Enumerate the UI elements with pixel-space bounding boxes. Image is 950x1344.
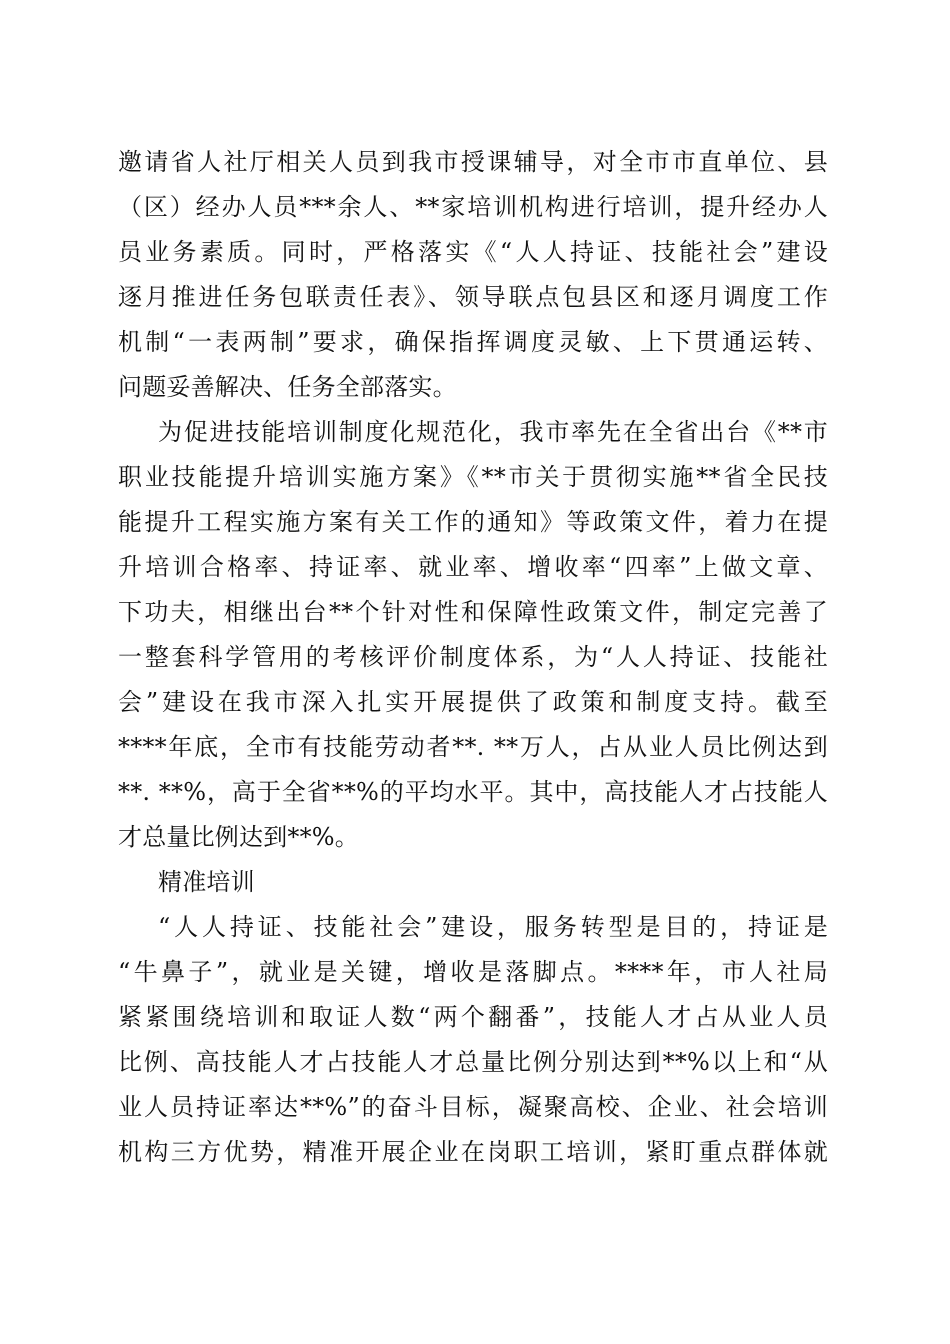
- paragraph-line: ****年底，全市有技能劳动者**. **万人，占从业人员比例达到: [118, 733, 828, 761]
- paragraph-line: （区）经办人员***余人、**家培训机构进行培训，提升经办人: [118, 193, 828, 221]
- section-heading: 精准培训: [158, 868, 255, 896]
- paragraph-line: 才总量比例达到**%。: [118, 823, 360, 851]
- document-body: [118, 140, 828, 1175]
- paragraph-line: 业人员持证率达**%”的奋斗目标，凝聚高校、企业、社会培训: [118, 1093, 828, 1121]
- paragraph-line: 机构三方优势，精准开展企业在岗职工培训，紧盯重点群体就: [118, 1138, 828, 1166]
- paragraph-line: 能提升工程实施方案有关工作的通知》等政策文件，着力在提: [118, 508, 828, 536]
- paragraph-line: 问题妥善解决、任务全部落实。: [118, 373, 457, 401]
- paragraph-line: 比例、高技能人才占技能人才总量比例分别达到**%以上和“从: [118, 1048, 828, 1076]
- paragraph-line: 职业技能提升培训实施方案》《**市关于贯彻实施**省全民技: [118, 463, 828, 491]
- paragraph-line: 会”建设在我市深入扎实开展提供了政策和制度支持。截至: [118, 688, 828, 716]
- paragraph-line: “牛鼻子”，就业是关键，增收是落脚点。****年，市人社局: [118, 958, 828, 986]
- paragraph-line: **. **%，高于全省**%的平均水平。其中，高技能人才占技能人: [118, 778, 828, 806]
- paragraph-line: 紧紧围绕培训和取证人数“两个翻番”，技能人才占从业人员: [118, 1003, 828, 1031]
- paragraph-line: 员业务素质。同时，严格落实《“人人持证、技能社会”建设: [118, 238, 828, 266]
- paragraph-line: 逐月推进任务包联责任表》、领导联点包县区和逐月调度工作: [118, 283, 828, 311]
- paragraph-line: 邀请省人社厅相关人员到我市授课辅导，对全市市直单位、县: [118, 148, 828, 176]
- paragraph-line: 下功夫，相继出台**个针对性和保障性政策文件，制定完善了: [118, 598, 828, 626]
- paragraph-line: “人人持证、技能社会”建设，服务转型是目的，持证是: [158, 913, 828, 941]
- paragraph-line: 升培训合格率、持证率、就业率、增收率“四率”上做文章、: [118, 553, 828, 581]
- paragraph-line: 为促进技能培训制度化规范化，我市率先在全省出台《**市: [158, 418, 828, 446]
- paragraph-line: 机制“一表两制”要求，确保指挥调度灵敏、上下贯通运转、: [118, 328, 828, 356]
- paragraph-line: 一整套科学管用的考核评价制度体系，为“人人持证、技能社: [118, 643, 828, 671]
